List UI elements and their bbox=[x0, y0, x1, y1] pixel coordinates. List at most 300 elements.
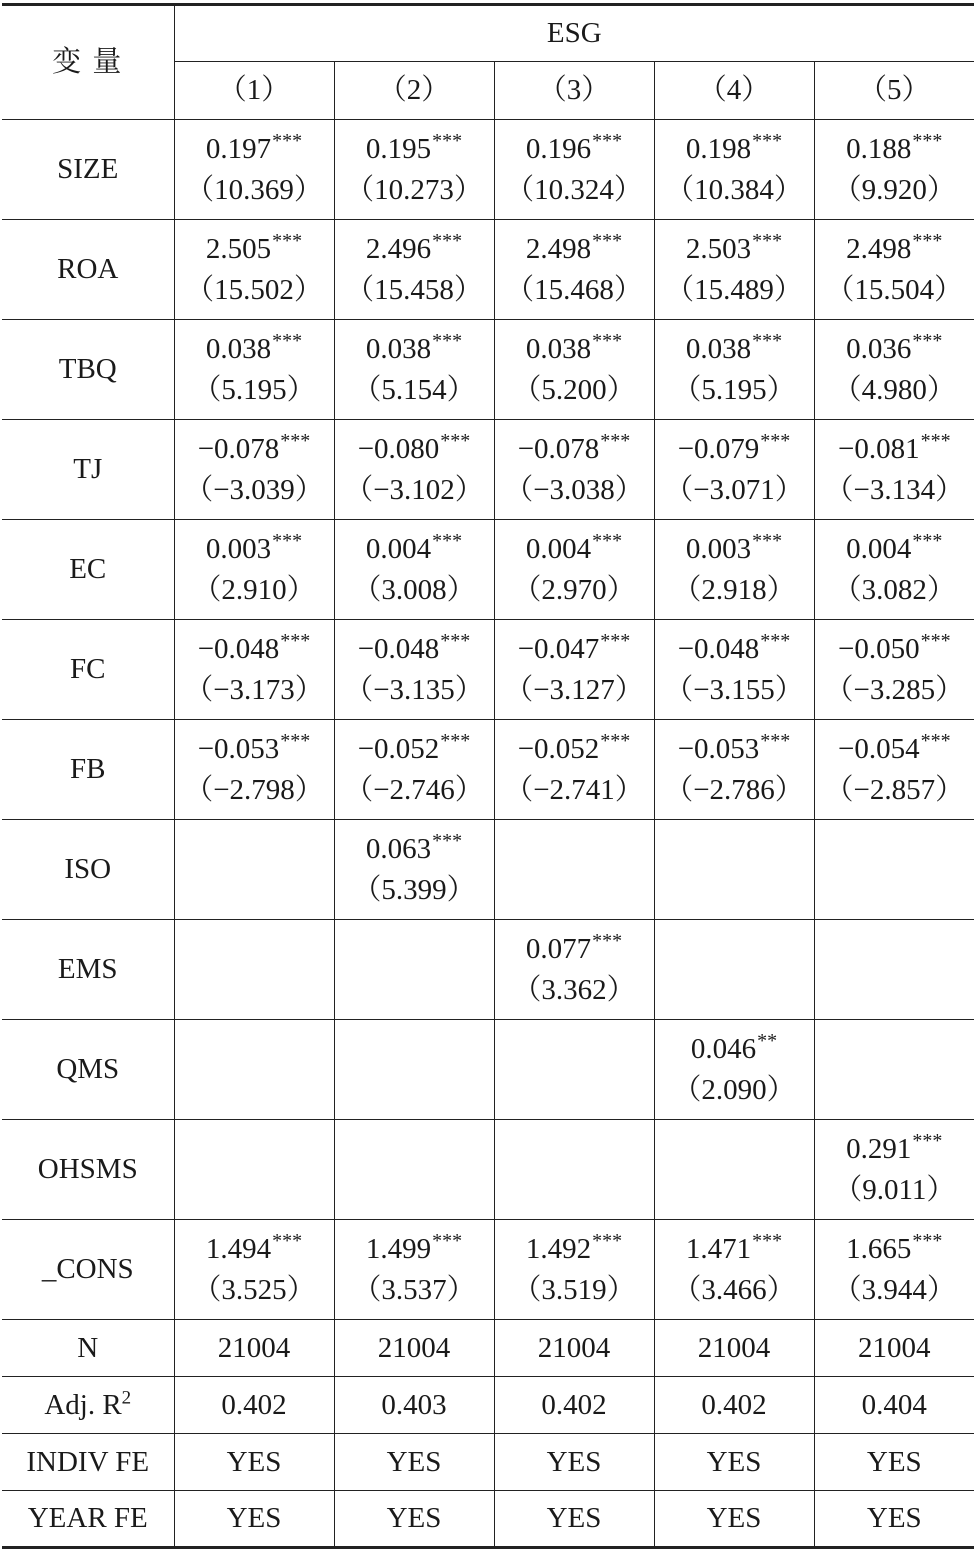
stat-label bbox=[2, 1491, 174, 1548]
significance-stars: *** bbox=[272, 330, 303, 353]
coefficient-value: 0.196 bbox=[525, 132, 592, 165]
coefficient-value: 0.197 bbox=[205, 132, 272, 165]
coefficient-line bbox=[655, 1029, 814, 1070]
row-label: EC bbox=[2, 520, 174, 620]
coefficient-value: −0.078 bbox=[197, 432, 280, 465]
significance-stars: *** bbox=[920, 430, 951, 453]
coefficient-line bbox=[655, 529, 814, 570]
coefficient-line bbox=[335, 429, 494, 470]
table-cell bbox=[654, 1220, 814, 1320]
coefficient-value: 0.038 bbox=[525, 332, 592, 365]
t-statistic: （−2.746） bbox=[344, 773, 484, 806]
table-cell bbox=[654, 120, 814, 220]
coefficient-line bbox=[335, 229, 494, 270]
table-cell bbox=[174, 220, 334, 320]
coefficient-value: 0.188 bbox=[846, 132, 912, 165]
stat-row bbox=[2, 1377, 974, 1434]
significance-stars: *** bbox=[752, 230, 783, 253]
stat-value: 21004 bbox=[654, 1320, 814, 1377]
table-cell bbox=[174, 320, 334, 420]
table-cell bbox=[494, 1020, 654, 1120]
t-statistic: （−3.039） bbox=[184, 473, 324, 506]
coefficient-value: 0.036 bbox=[846, 332, 912, 365]
significance-stars: *** bbox=[592, 530, 623, 553]
statistics-rows bbox=[2, 1320, 974, 1548]
table-row bbox=[2, 320, 974, 420]
table-cell bbox=[334, 1120, 494, 1220]
table-cell bbox=[814, 120, 974, 220]
coefficient-value: −0.053 bbox=[197, 732, 280, 765]
t-statistic: （10.369） bbox=[185, 173, 323, 206]
t-statistic: （5.200） bbox=[512, 373, 636, 406]
table-cell bbox=[814, 420, 974, 520]
stat-value: YES bbox=[494, 1491, 654, 1548]
significance-stars: *** bbox=[592, 130, 623, 153]
coefficient-value: −0.054 bbox=[837, 732, 920, 765]
coefficient-line bbox=[335, 529, 494, 570]
coefficient-value: 2.505 bbox=[205, 232, 272, 265]
table-cell bbox=[174, 620, 334, 720]
significance-stars: *** bbox=[592, 230, 623, 253]
t-statistic: （−3.127） bbox=[504, 673, 644, 706]
stat-label-text: YEAR FE bbox=[27, 1502, 148, 1535]
significance-stars: *** bbox=[432, 330, 463, 353]
stat-value: YES bbox=[654, 1491, 814, 1548]
stat-value: YES bbox=[174, 1434, 334, 1491]
table-cell bbox=[814, 1120, 974, 1220]
table-cell bbox=[814, 1220, 974, 1320]
table-cell bbox=[334, 1020, 494, 1120]
coefficient-value: 0.198 bbox=[685, 132, 752, 165]
coefficient-value: 0.046 bbox=[690, 1032, 757, 1065]
table-cell bbox=[814, 320, 974, 420]
significance-stars: *** bbox=[280, 730, 311, 753]
table-cell bbox=[334, 320, 494, 420]
t-statistic: （3.008） bbox=[352, 573, 476, 606]
significance-stars: *** bbox=[432, 830, 463, 853]
row-label: OHSMS bbox=[2, 1120, 174, 1220]
table-cell bbox=[494, 320, 654, 420]
significance-stars: *** bbox=[432, 230, 463, 253]
coefficient-value: 2.496 bbox=[365, 232, 432, 265]
coefficient-value: 2.498 bbox=[846, 232, 912, 265]
table-row bbox=[2, 820, 974, 920]
t-statistic: （3.466） bbox=[672, 1273, 796, 1306]
t-statistic: （3.362） bbox=[512, 973, 636, 1006]
coefficient-value: −0.048 bbox=[197, 632, 280, 665]
coefficient-value: −0.048 bbox=[677, 632, 760, 665]
coefficient-line bbox=[175, 529, 334, 570]
table-cell bbox=[494, 920, 654, 1020]
stat-label bbox=[2, 1434, 174, 1491]
table-cell bbox=[814, 620, 974, 720]
stat-value: YES bbox=[814, 1491, 974, 1548]
coefficient-line bbox=[175, 1229, 334, 1270]
coefficient-line bbox=[175, 329, 334, 370]
coefficient-value: 0.063 bbox=[365, 832, 432, 865]
table-cell bbox=[334, 720, 494, 820]
stat-value: 0.402 bbox=[494, 1377, 654, 1434]
coefficient-line bbox=[335, 329, 494, 370]
table-row bbox=[2, 220, 974, 320]
t-statistic: （−3.135） bbox=[344, 673, 484, 706]
t-statistic: （15.458） bbox=[345, 273, 483, 306]
coefficient-value: 1.665 bbox=[846, 1232, 912, 1265]
table-cell bbox=[654, 920, 814, 1020]
table-cell bbox=[174, 1020, 334, 1120]
coefficient-line bbox=[495, 529, 654, 570]
table-cell bbox=[174, 720, 334, 820]
coefficient-value: −0.081 bbox=[837, 432, 920, 465]
significance-stars: *** bbox=[432, 1230, 463, 1253]
coefficient-value: 2.498 bbox=[525, 232, 592, 265]
coefficient-line bbox=[175, 229, 334, 270]
t-statistic: （2.970） bbox=[512, 573, 636, 606]
table-cell bbox=[494, 520, 654, 620]
coefficient-line bbox=[335, 129, 494, 170]
significance-stars: *** bbox=[920, 730, 951, 753]
t-statistic: （5.195） bbox=[192, 373, 316, 406]
coefficient-line bbox=[175, 629, 334, 670]
table-cell bbox=[334, 120, 494, 220]
significance-stars: *** bbox=[752, 130, 783, 153]
coefficient-value: 1.492 bbox=[525, 1232, 592, 1265]
t-statistic: （5.195） bbox=[672, 373, 796, 406]
table-cell bbox=[174, 1120, 334, 1220]
t-statistic: （3.519） bbox=[512, 1273, 636, 1306]
t-statistic: （15.502） bbox=[185, 273, 323, 306]
table-row bbox=[2, 920, 974, 1020]
coefficient-line bbox=[175, 429, 334, 470]
coefficient-value: 1.471 bbox=[685, 1232, 752, 1265]
row-label: FC bbox=[2, 620, 174, 720]
t-statistic: （2.918） bbox=[672, 573, 796, 606]
significance-stars: *** bbox=[592, 1230, 623, 1253]
stat-value: YES bbox=[814, 1434, 974, 1491]
coefficient-value: 2.503 bbox=[685, 232, 752, 265]
stat-value: 21004 bbox=[494, 1320, 654, 1377]
table-cell bbox=[654, 720, 814, 820]
t-statistic: （−2.798） bbox=[184, 773, 324, 806]
table-row bbox=[2, 720, 974, 820]
coefficient-value: 0.004 bbox=[846, 532, 912, 565]
coefficient-line bbox=[335, 1229, 494, 1270]
t-statistic: （3.944） bbox=[832, 1273, 956, 1306]
significance-stars: *** bbox=[912, 530, 943, 553]
row-label: TBQ bbox=[2, 320, 174, 420]
t-statistic: （10.324） bbox=[505, 173, 643, 206]
significance-stars: *** bbox=[280, 630, 311, 653]
coefficient-line bbox=[495, 429, 654, 470]
t-statistic: （−3.173） bbox=[184, 673, 324, 706]
t-statistic: （4.980） bbox=[832, 373, 956, 406]
table-cell bbox=[174, 920, 334, 1020]
significance-stars: *** bbox=[760, 430, 791, 453]
table-row bbox=[2, 1120, 974, 1220]
stat-row bbox=[2, 1491, 974, 1548]
coefficient-line bbox=[175, 129, 334, 170]
row-label: TJ bbox=[2, 420, 174, 520]
table-cell bbox=[174, 520, 334, 620]
coefficient-line bbox=[495, 329, 654, 370]
table-cell bbox=[174, 120, 334, 220]
coefficient-line bbox=[815, 729, 975, 770]
stat-label bbox=[2, 1377, 174, 1434]
t-statistic: （2.090） bbox=[672, 1073, 796, 1106]
coefficient-value: 0.291 bbox=[846, 1132, 912, 1165]
coefficient-line bbox=[655, 329, 814, 370]
significance-stars: *** bbox=[912, 230, 943, 253]
coefficient-value: −0.078 bbox=[517, 432, 600, 465]
row-label: QMS bbox=[2, 1020, 174, 1120]
table-cell bbox=[494, 720, 654, 820]
table-cell bbox=[654, 320, 814, 420]
t-statistic: （−3.155） bbox=[664, 673, 804, 706]
significance-stars: *** bbox=[600, 730, 631, 753]
table-cell bbox=[494, 1220, 654, 1320]
dependent-variable-header: ESG bbox=[174, 5, 974, 62]
table-cell bbox=[814, 1020, 974, 1120]
significance-stars: *** bbox=[920, 630, 951, 653]
t-statistic: （15.489） bbox=[665, 273, 803, 306]
significance-stars: *** bbox=[600, 430, 631, 453]
stat-value: 0.403 bbox=[334, 1377, 494, 1434]
table-cell bbox=[334, 220, 494, 320]
row-label: FB bbox=[2, 720, 174, 820]
table-row bbox=[2, 1220, 974, 1320]
t-statistic: （−3.285） bbox=[824, 673, 965, 706]
coefficient-value: −0.047 bbox=[517, 632, 600, 665]
table-cell bbox=[174, 420, 334, 520]
coefficient-value: −0.053 bbox=[677, 732, 760, 765]
t-statistic: （10.384） bbox=[665, 173, 803, 206]
coefficient-line bbox=[655, 1229, 814, 1270]
significance-stars: *** bbox=[912, 1130, 943, 1153]
t-statistic: （−2.857） bbox=[824, 773, 965, 806]
coefficient-value: −0.079 bbox=[677, 432, 760, 465]
table-cell bbox=[494, 620, 654, 720]
t-statistic: （10.273） bbox=[345, 173, 483, 206]
coefficient-line bbox=[815, 329, 975, 370]
stat-label-text: INDIV FE bbox=[26, 1445, 150, 1478]
significance-stars: *** bbox=[272, 530, 303, 553]
stat-row bbox=[2, 1320, 974, 1377]
coefficient-value: 1.494 bbox=[205, 1232, 272, 1265]
table-cell bbox=[814, 520, 974, 620]
coefficient-line bbox=[815, 229, 975, 270]
table-cell bbox=[654, 1120, 814, 1220]
coefficient-line bbox=[175, 729, 334, 770]
significance-stars: *** bbox=[432, 130, 463, 153]
row-label: EMS bbox=[2, 920, 174, 1020]
row-label: SIZE bbox=[2, 120, 174, 220]
stat-label-text: N bbox=[77, 1331, 99, 1364]
table-cell bbox=[814, 220, 974, 320]
significance-stars: *** bbox=[912, 130, 943, 153]
table-cell bbox=[174, 820, 334, 920]
table-cell bbox=[654, 520, 814, 620]
table-cell bbox=[654, 420, 814, 520]
t-statistic: （−2.741） bbox=[504, 773, 644, 806]
superscript: 2 bbox=[121, 1387, 132, 1409]
column-header: （1） bbox=[174, 62, 334, 120]
table-row bbox=[2, 520, 974, 620]
coefficient-line bbox=[815, 529, 975, 570]
coefficient-value: 0.195 bbox=[365, 132, 432, 165]
t-statistic: （−3.134） bbox=[824, 473, 965, 506]
t-statistic: （−3.102） bbox=[344, 473, 484, 506]
coefficient-value: 1.499 bbox=[365, 1232, 432, 1265]
table-cell bbox=[814, 820, 974, 920]
coefficient-line bbox=[335, 829, 494, 870]
coefficient-value: 0.003 bbox=[685, 532, 752, 565]
header-row-dependent bbox=[2, 5, 974, 62]
t-statistic: （9.011） bbox=[833, 1173, 956, 1206]
table-cell bbox=[334, 420, 494, 520]
coefficient-line bbox=[495, 729, 654, 770]
table-row bbox=[2, 120, 974, 220]
significance-stars: *** bbox=[752, 530, 783, 553]
coefficient-line bbox=[495, 929, 654, 970]
table-cell bbox=[334, 520, 494, 620]
table-cell bbox=[654, 1020, 814, 1120]
t-statistic: （2.910） bbox=[192, 573, 316, 606]
significance-stars: *** bbox=[752, 330, 783, 353]
significance-stars: *** bbox=[752, 1230, 783, 1253]
coefficient-line bbox=[495, 1229, 654, 1270]
table-row bbox=[2, 620, 974, 720]
stat-label-text: Adj. R bbox=[44, 1388, 122, 1421]
coefficient-value: 0.004 bbox=[365, 532, 432, 565]
significance-stars: *** bbox=[440, 730, 471, 753]
stat-value: 21004 bbox=[814, 1320, 974, 1377]
significance-stars: *** bbox=[912, 330, 943, 353]
table-cell bbox=[494, 1120, 654, 1220]
coefficient-line bbox=[335, 629, 494, 670]
table-cell bbox=[814, 720, 974, 820]
stat-value: YES bbox=[334, 1434, 494, 1491]
table-cell bbox=[334, 820, 494, 920]
coefficient-value: 0.077 bbox=[525, 932, 592, 965]
column-header: （2） bbox=[334, 62, 494, 120]
coefficient-line bbox=[495, 629, 654, 670]
coefficient-line bbox=[495, 129, 654, 170]
column-header: （5） bbox=[814, 62, 974, 120]
significance-stars: *** bbox=[760, 730, 791, 753]
table-cell bbox=[494, 220, 654, 320]
stat-value: 0.402 bbox=[174, 1377, 334, 1434]
coefficient-value: 0.038 bbox=[205, 332, 272, 365]
stat-value: YES bbox=[654, 1434, 814, 1491]
stat-value: 21004 bbox=[174, 1320, 334, 1377]
significance-stars: *** bbox=[440, 430, 471, 453]
table-cell bbox=[814, 920, 974, 1020]
significance-stars: *** bbox=[592, 930, 623, 953]
coefficient-line bbox=[815, 1129, 975, 1170]
coefficient-line bbox=[495, 229, 654, 270]
significance-stars: *** bbox=[760, 630, 791, 653]
table-cell bbox=[334, 920, 494, 1020]
t-statistic: （3.537） bbox=[352, 1273, 476, 1306]
coefficient-line bbox=[815, 429, 975, 470]
coefficient-value: −0.052 bbox=[357, 732, 440, 765]
variable-header: 变 量 bbox=[2, 5, 174, 120]
coefficient-line bbox=[655, 629, 814, 670]
table-cell bbox=[654, 820, 814, 920]
coefficient-line bbox=[815, 629, 975, 670]
t-statistic: （−2.786） bbox=[664, 773, 804, 806]
coefficient-value: −0.048 bbox=[357, 632, 440, 665]
column-header: （3） bbox=[494, 62, 654, 120]
t-statistic: （5.399） bbox=[352, 873, 476, 906]
t-statistic: （9.920） bbox=[832, 173, 956, 206]
t-statistic: （5.154） bbox=[352, 373, 476, 406]
stat-value: 0.402 bbox=[654, 1377, 814, 1434]
significance-stars: *** bbox=[592, 330, 623, 353]
t-statistic: （−3.038） bbox=[504, 473, 644, 506]
stat-value: 21004 bbox=[334, 1320, 494, 1377]
stat-row bbox=[2, 1434, 974, 1491]
row-label: _CONS bbox=[2, 1220, 174, 1320]
regression-table bbox=[2, 3, 974, 1549]
table-row bbox=[2, 1020, 974, 1120]
table-cell bbox=[494, 120, 654, 220]
coefficient-line bbox=[655, 729, 814, 770]
coefficient-line bbox=[655, 429, 814, 470]
coefficient-line bbox=[815, 1229, 975, 1270]
significance-stars: *** bbox=[280, 430, 311, 453]
coefficient-value: −0.052 bbox=[517, 732, 600, 765]
row-label: ISO bbox=[2, 820, 174, 920]
stat-label bbox=[2, 1320, 174, 1377]
coefficient-value: 0.004 bbox=[525, 532, 592, 565]
t-statistic: （15.504） bbox=[825, 273, 964, 306]
coefficient-line bbox=[655, 229, 814, 270]
coefficient-value: 0.038 bbox=[685, 332, 752, 365]
significance-stars: *** bbox=[600, 630, 631, 653]
coefficient-value: −0.080 bbox=[357, 432, 440, 465]
stat-value: 0.404 bbox=[814, 1377, 974, 1434]
table-cell bbox=[334, 1220, 494, 1320]
significance-stars: *** bbox=[912, 1230, 943, 1253]
stat-value: YES bbox=[174, 1491, 334, 1548]
coefficient-rows bbox=[2, 120, 974, 1320]
significance-stars: ** bbox=[757, 1030, 778, 1053]
table-cell bbox=[494, 420, 654, 520]
row-label: ROA bbox=[2, 220, 174, 320]
t-statistic: （3.082） bbox=[832, 573, 956, 606]
table-cell bbox=[334, 620, 494, 720]
t-statistic: （3.525） bbox=[192, 1273, 316, 1306]
significance-stars: *** bbox=[272, 1230, 303, 1253]
significance-stars: *** bbox=[272, 230, 303, 253]
significance-stars: *** bbox=[272, 130, 303, 153]
table-cell bbox=[654, 620, 814, 720]
coefficient-value: 0.038 bbox=[365, 332, 432, 365]
column-header: （4） bbox=[654, 62, 814, 120]
coefficient-line bbox=[655, 129, 814, 170]
table-cell bbox=[654, 220, 814, 320]
coefficient-value: 0.003 bbox=[205, 532, 272, 565]
coefficient-line bbox=[335, 729, 494, 770]
table-cell bbox=[174, 1220, 334, 1320]
table-row bbox=[2, 420, 974, 520]
t-statistic: （−3.071） bbox=[664, 473, 804, 506]
table-cell bbox=[494, 820, 654, 920]
coefficient-value: −0.050 bbox=[837, 632, 920, 665]
significance-stars: *** bbox=[432, 530, 463, 553]
significance-stars: *** bbox=[440, 630, 471, 653]
